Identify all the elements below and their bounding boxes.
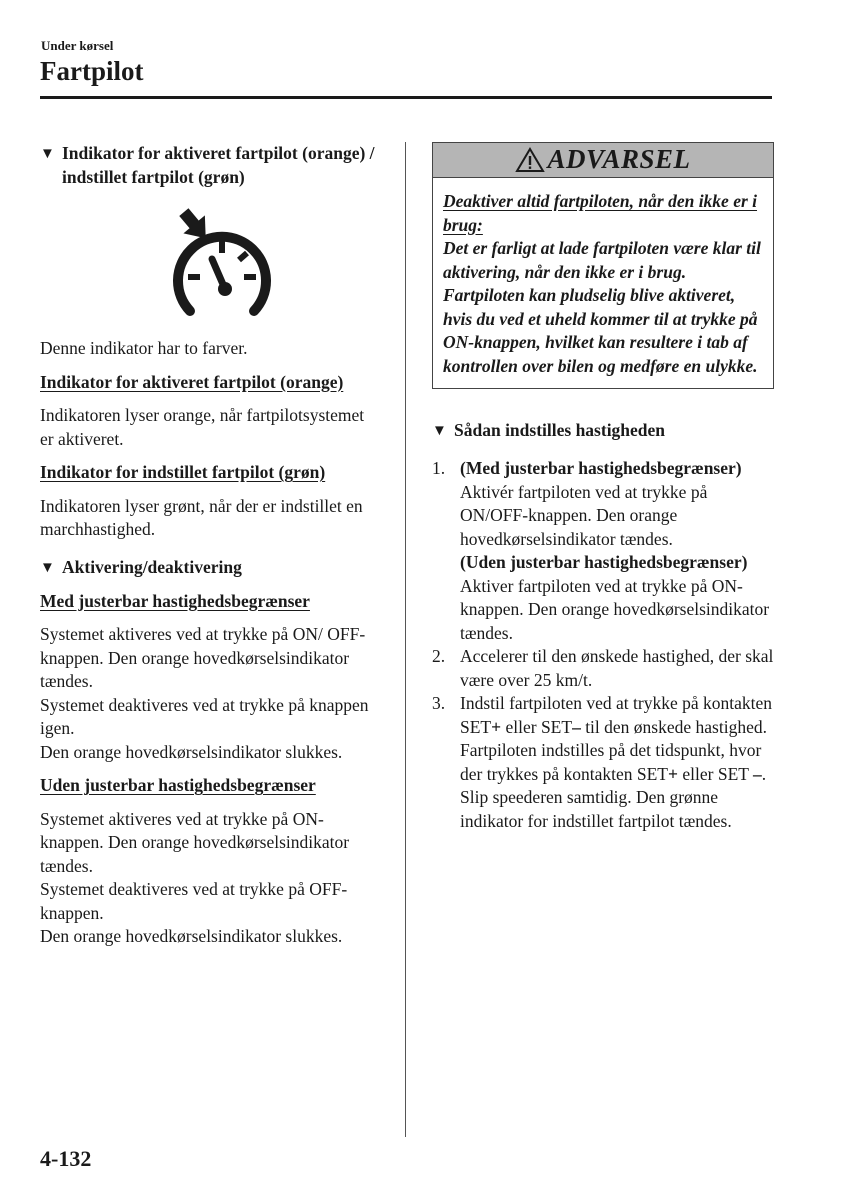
warning-body	[433, 178, 773, 388]
step-text-part: til den ønskede hastighed. Fartpiloten indstilles på det tidspunkt, hvor der trykkes på kontakten SET	[460, 716, 767, 784]
step-text: Accelerer til den ønskede hastighed, der skal være over 25 km/t.	[460, 646, 774, 690]
step-text-part: Indstil fartpiloten ved at trykke på kontakten SET	[460, 693, 772, 737]
set-minus-symbol: –	[753, 763, 762, 784]
orange-indicator-text: Indikatoren lyser orange, når fartpilotsystemet er aktiveret.	[40, 405, 365, 449]
activation-heading	[40, 556, 375, 580]
step-text-part: . Slip speederen samtidig. Den grønne indikator for indstillet fartpilot tændes.	[460, 763, 767, 831]
set-minus-symbol: –	[572, 716, 581, 737]
step-number: 1.	[432, 458, 446, 478]
without-limiter-text-1: Systemet aktiveres ved at trykke på ON-knappen. Den orange hovedkørselsindikator tændes.	[40, 808, 350, 876]
right-column	[432, 142, 774, 833]
two-colors-text: Denne indikator har to farver.	[40, 338, 248, 358]
warning-title: ADVARSEL	[547, 144, 691, 175]
page-number: 4-132	[40, 1146, 92, 1171]
step-with-label: (Med justerbar hastighedsbegrænser)	[460, 458, 742, 478]
column-divider	[405, 142, 406, 1137]
step-without-text: Aktiver fartpiloten ved at trykke på ON-knappen. Den orange hovedkørselsindikator tændes.	[460, 575, 770, 643]
step-without-label: (Uden justerbar hastighedsbegrænser)	[460, 552, 748, 572]
step-text	[460, 692, 774, 833]
with-limiter-text-3: Den orange hovedkørselsindikator slukkes.	[40, 741, 343, 762]
speed-heading	[432, 419, 774, 443]
green-indicator-text: Indikatoren lyser grønt, når der er indstillet en marchhastighed.	[40, 495, 363, 539]
speed-heading-text: Sådan indstilles hastigheden	[454, 420, 666, 440]
warning-triangle-icon	[515, 147, 545, 173]
with-limiter-text-2: Systemet deaktiveres ved at trykke på knappen igen.	[40, 694, 369, 738]
activation-heading-text: Aktivering/deaktivering	[62, 556, 242, 577]
green-indicator-subheading: Indikator for indstillet fartpilot (grøn)	[40, 462, 326, 482]
step-number: 3.	[432, 693, 446, 713]
triangle-bullet-icon: ▼	[432, 423, 447, 439]
triangle-bullet-icon: ▼	[40, 559, 55, 576]
step-text-part: eller SET	[501, 716, 573, 737]
step-with-text: Aktivér fartpiloten ved at trykke på ON/OFF-knappen. Den orange hovedkørselsindikator tændes.	[460, 481, 708, 549]
with-limiter-text-1: Systemet aktiveres ved at trykke på ON/ OFF-knappen. Den orange hovedkørselsindikator tændes.	[40, 624, 366, 691]
section-label: Under kørsel	[41, 38, 114, 53]
steps-list	[432, 457, 774, 833]
list-item	[432, 692, 774, 833]
warning-header	[433, 143, 773, 178]
with-limiter-subheading: Med justerbar hastighedsbegrænser	[40, 590, 310, 611]
left-column	[40, 142, 375, 949]
indicator-heading-text: Indikator for aktiveret fartpilot (orange) / indstillet fartpilot (grøn)	[62, 143, 375, 187]
warning-box	[432, 142, 774, 389]
list-item	[432, 457, 774, 645]
triangle-bullet-icon: ▼	[40, 146, 55, 162]
set-plus-symbol: +	[491, 716, 502, 737]
without-limiter-text-3: Den orange hovedkørselsindikator slukkes.	[40, 926, 343, 946]
orange-indicator-subheading: Indikator for aktiveret fartpilot (orange)	[40, 371, 344, 392]
without-limiter-subheading: Uden justerbar hastighedsbegrænser	[40, 775, 316, 795]
list-item	[432, 645, 774, 692]
header-rule	[40, 96, 772, 99]
step-text-part: eller SET	[678, 763, 754, 784]
page-title: Fartpilot	[40, 56, 144, 86]
warning-text: Det er farligt at lade fartpiloten være klar til aktivering, når den ikke er i brug. Fartpiloten kan pludselig blive aktiveret, hvis du ved et uheld kommer til at trykke på ON-knappen, hvilket kan resultere i tab af kontrollen over bilen og medføre en ulykke.	[443, 238, 761, 376]
cruise-control-speedometer-icon	[162, 203, 282, 323]
without-limiter-text-2: Systemet deaktiveres ved at trykke på OFF-knappen.	[40, 879, 348, 923]
indicator-heading	[40, 142, 375, 189]
set-plus-symbol: +	[668, 763, 678, 784]
warning-lead: Deaktiver altid fartpiloten, når den ikke er i brug:	[443, 191, 758, 235]
step-number: 2.	[432, 646, 446, 666]
